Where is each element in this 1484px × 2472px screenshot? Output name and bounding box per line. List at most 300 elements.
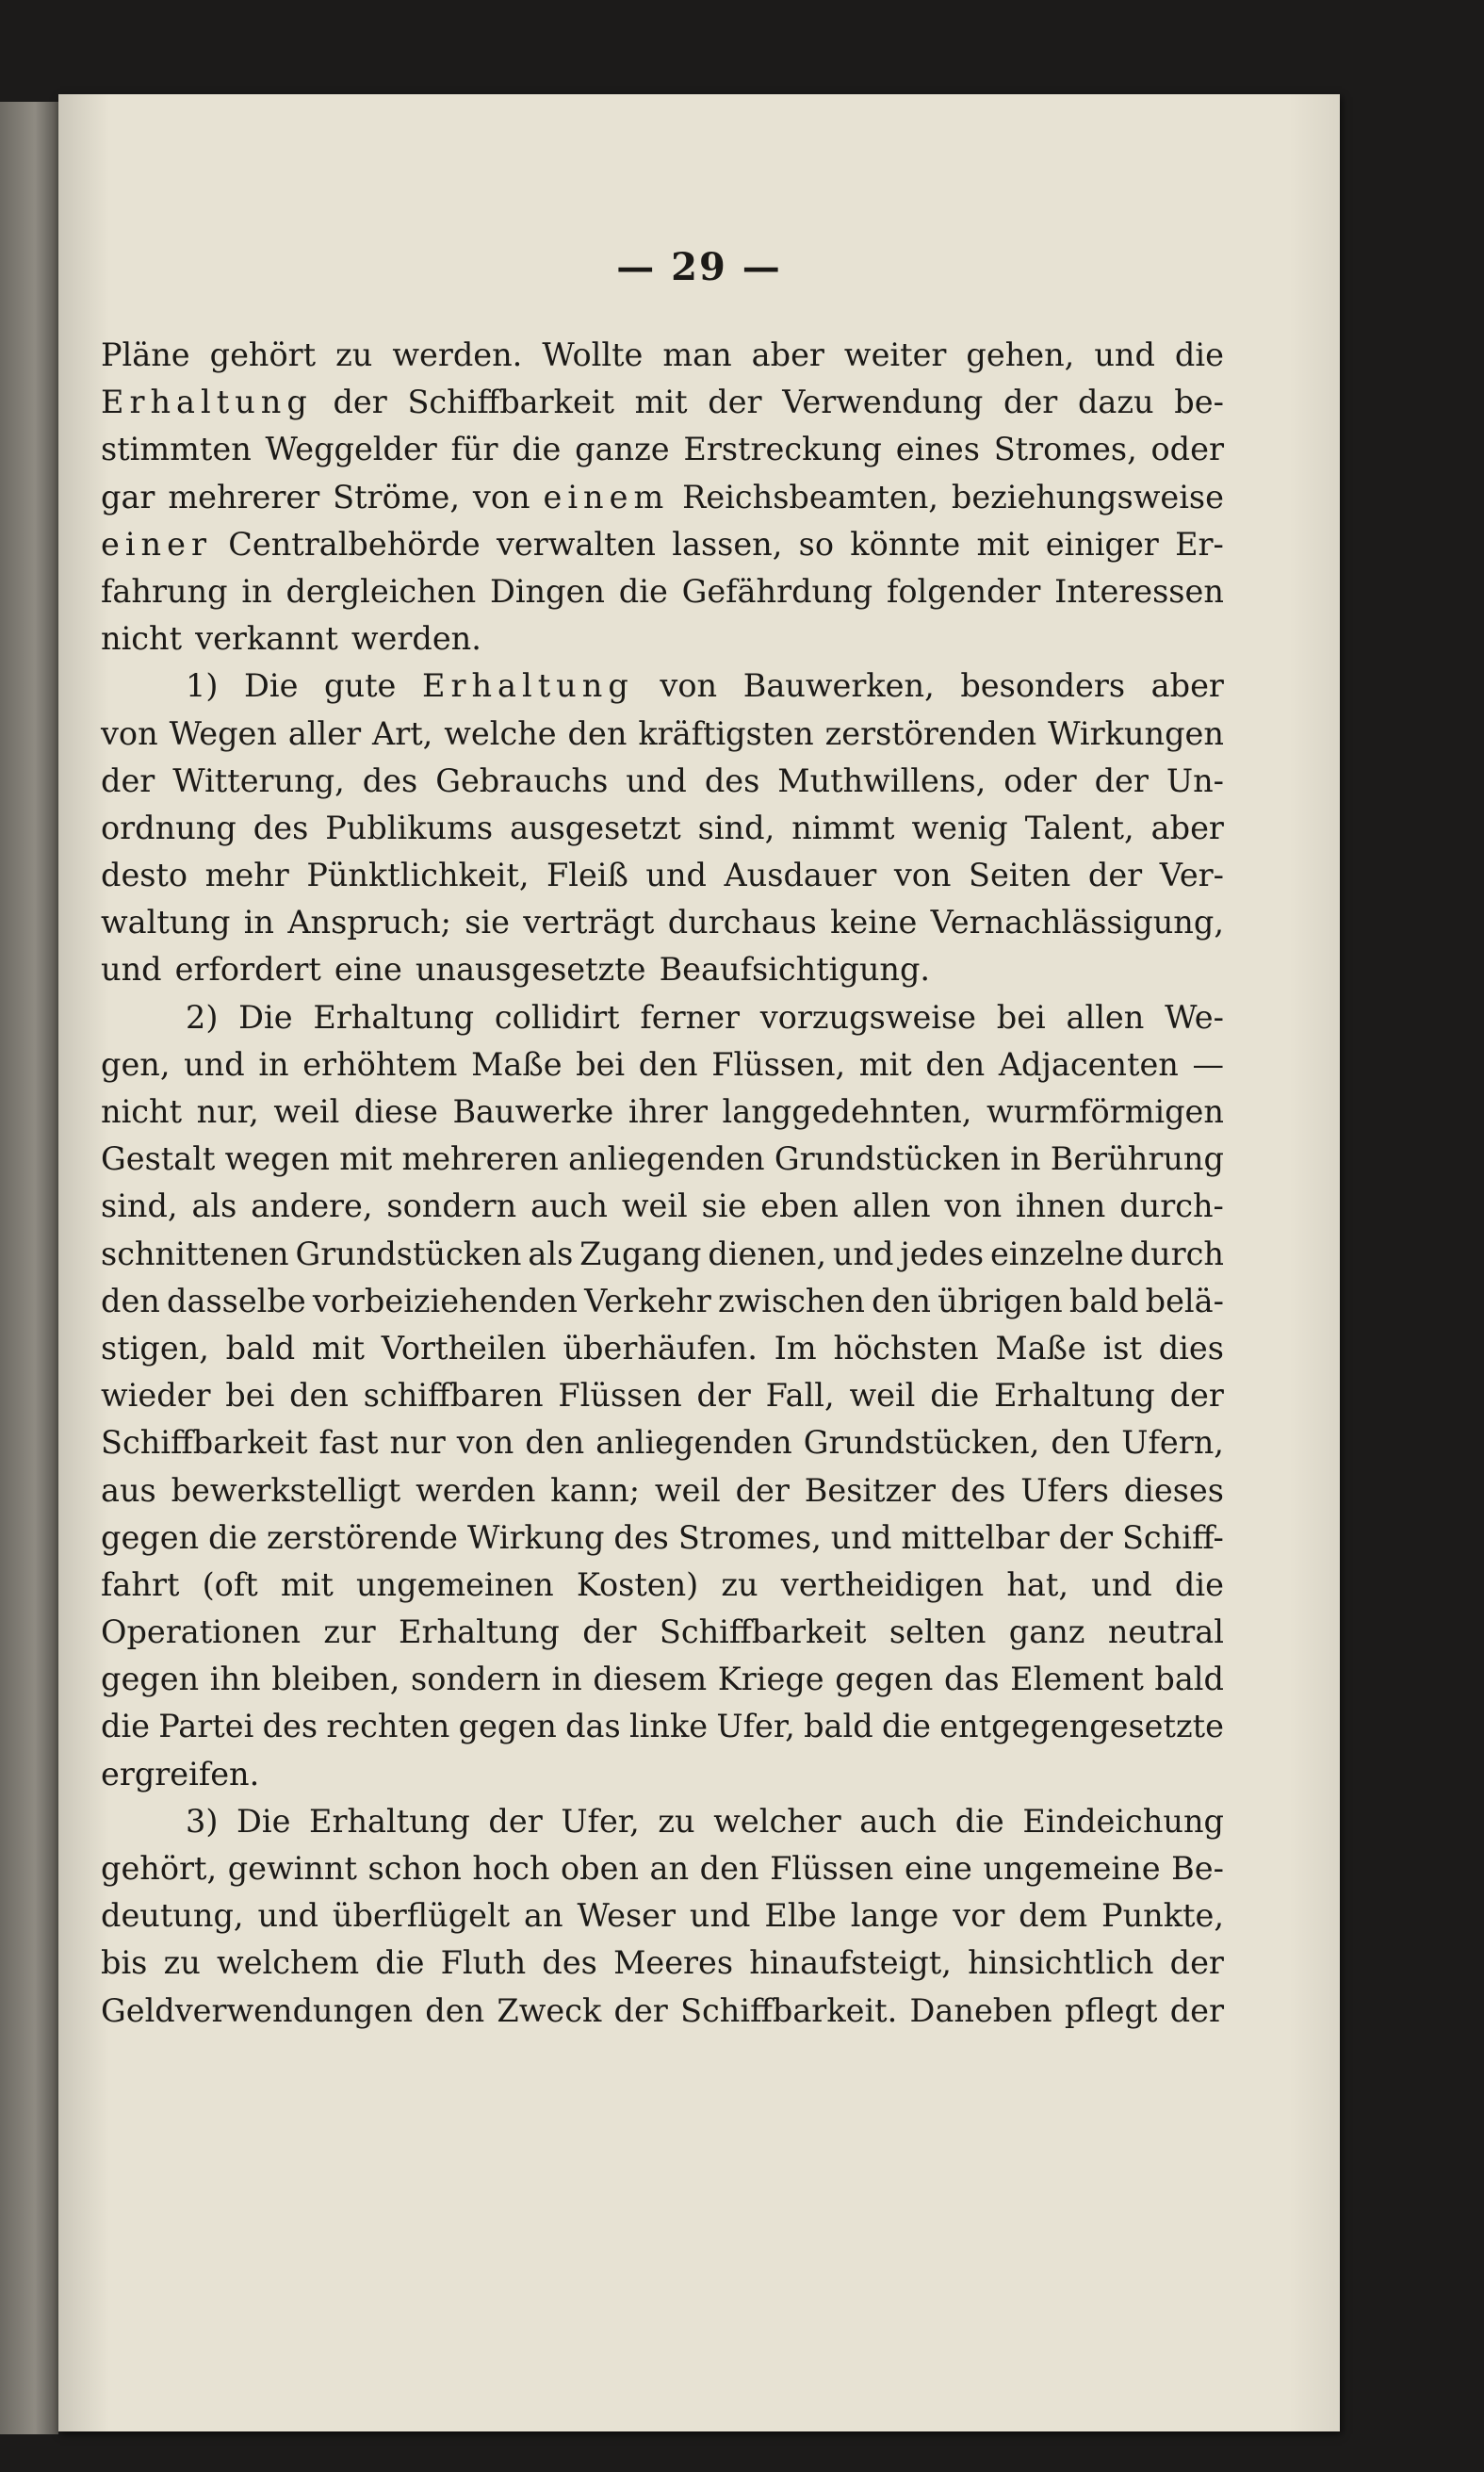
text-line — [101, 1562, 1224, 1609]
word: Wirkungen — [1048, 714, 1224, 752]
word: den — [872, 1282, 931, 1319]
word: Erhaltung — [309, 1802, 470, 1840]
word: lassen, — [672, 525, 783, 563]
word: der — [488, 1802, 543, 1840]
word: dazu — [1077, 384, 1154, 421]
text-line — [101, 899, 1224, 946]
word: einiger — [1045, 525, 1159, 563]
word: Witterung, — [172, 761, 345, 799]
word: welchem — [217, 1944, 360, 1982]
text-line — [101, 1609, 1224, 1656]
word: ausgesetzt — [510, 809, 681, 846]
text-line — [101, 1231, 1224, 1278]
word: Ströme, — [333, 478, 460, 516]
text-line — [101, 1514, 1224, 1562]
word: Wollte — [542, 336, 644, 373]
word: Wirkung — [466, 1518, 605, 1556]
word: wurmförmigen — [987, 1093, 1224, 1130]
word: Vortheilen — [381, 1329, 546, 1367]
word: waltung — [101, 904, 231, 941]
word: Zweck — [497, 1991, 602, 2029]
word: fahrung — [101, 572, 228, 610]
word: werden. — [392, 336, 523, 373]
word: wenig — [911, 809, 1008, 846]
word: schnittenen — [101, 1235, 289, 1272]
word: die — [1174, 1565, 1224, 1603]
word: kann; — [550, 1471, 640, 1509]
word: Erhaltung — [993, 1377, 1155, 1415]
word: Verkehr — [584, 1282, 711, 1319]
word: für — [450, 431, 498, 468]
word: Pünktlichkeit, — [306, 857, 530, 894]
word: Flüssen — [558, 1377, 682, 1415]
word: auch — [859, 1802, 938, 1840]
text-line — [101, 663, 1224, 710]
word: den — [638, 1045, 698, 1083]
word: Daneben — [909, 1991, 1052, 2029]
word: zu — [721, 1565, 758, 1603]
word: mit — [280, 1565, 334, 1603]
word: Eindeichung — [1022, 1802, 1224, 1840]
word: der — [1058, 1518, 1113, 1556]
word: langgedehnten, — [722, 1093, 972, 1130]
text-line — [101, 758, 1224, 805]
word: Maße — [471, 1045, 563, 1083]
word: Fleiß — [546, 857, 628, 894]
word: sie — [465, 904, 510, 941]
word: Besitzer — [804, 1471, 937, 1509]
word: einzelne — [989, 1235, 1124, 1272]
word: der — [1003, 384, 1058, 421]
word: Ufer, — [561, 1802, 640, 1840]
word: die — [101, 1708, 150, 1745]
word: zerstörende — [267, 1518, 459, 1556]
text-line — [101, 711, 1224, 758]
word: gar — [101, 478, 155, 516]
word: des — [704, 761, 760, 799]
word: stimmten — [101, 431, 252, 468]
word: Schiffbarkeit — [407, 384, 614, 421]
word: die — [375, 1944, 425, 1982]
word: Kosten) — [576, 1565, 699, 1603]
word: in — [241, 572, 272, 610]
word: Schiffbarkeit — [101, 1424, 308, 1462]
word: hat, — [1006, 1565, 1068, 1603]
word: hoch — [472, 1850, 550, 1887]
word: weiter — [843, 336, 947, 373]
word: sie — [701, 1187, 747, 1225]
word: der — [708, 384, 762, 421]
word: Elbe — [764, 1897, 837, 1935]
word: der — [1169, 1377, 1224, 1415]
word: Schiff- — [1121, 1518, 1224, 1556]
word: — — [1192, 1045, 1224, 1083]
text-line — [101, 568, 1224, 615]
word: selten — [889, 1613, 987, 1651]
word: Erhaltung — [399, 1613, 560, 1651]
word: Er- — [1175, 525, 1224, 563]
word: aber — [1150, 667, 1224, 705]
word: Die — [238, 998, 293, 1036]
text-line — [101, 474, 1224, 521]
word: ganze — [575, 431, 670, 468]
text-line — [101, 1798, 1224, 1845]
word: Punkte, — [1101, 1897, 1224, 1935]
text-line — [101, 1419, 1224, 1466]
word: Partei — [158, 1708, 254, 1745]
word: ungemeine — [983, 1850, 1161, 1887]
word: vorzugsweise — [759, 998, 976, 1036]
word: mehrerer — [168, 478, 320, 516]
word: mittelbar — [901, 1518, 1050, 1556]
word: Ausdauer — [724, 857, 877, 894]
word: den — [567, 714, 628, 752]
word: Flüssen, — [711, 1045, 846, 1083]
word: ihrer — [628, 1093, 708, 1130]
word: Art, — [372, 714, 433, 752]
word: diesem — [593, 1661, 708, 1698]
word: Zugang — [579, 1235, 702, 1272]
word: die — [618, 572, 668, 610]
word: Gefährdung — [681, 572, 873, 610]
word: Ufern, — [1121, 1424, 1224, 1462]
word: bei — [225, 1377, 275, 1415]
word: folgender — [886, 572, 1041, 610]
word: auch — [530, 1187, 608, 1225]
word: weil — [849, 1377, 916, 1415]
word: kräftigsten — [638, 714, 814, 752]
word: Kriege — [717, 1661, 824, 1698]
word: Element — [1010, 1661, 1144, 1698]
text-line — [101, 426, 1224, 473]
text-line — [101, 1183, 1224, 1230]
word: beziehungsweise — [951, 478, 1224, 516]
word: weil — [273, 1093, 340, 1130]
text-line — [101, 1041, 1224, 1089]
body-text — [101, 332, 1224, 2035]
word: aber — [751, 336, 824, 373]
word: der — [1169, 1944, 1224, 1982]
word: eines — [895, 431, 980, 468]
word: des — [253, 809, 309, 846]
word: sondern — [411, 1661, 541, 1698]
word: Stromes, — [677, 1518, 822, 1556]
word: werden. — [351, 620, 481, 658]
word: Weser — [577, 1897, 677, 1935]
word: und — [832, 1235, 894, 1272]
word: in — [1010, 1140, 1041, 1178]
word: durch- — [1119, 1187, 1224, 1225]
word: sondern — [386, 1187, 517, 1225]
word: linke — [628, 1708, 709, 1745]
word: ist — [1102, 1329, 1142, 1367]
word: überhäufen. — [563, 1329, 758, 1367]
word: We- — [1165, 998, 1224, 1036]
word: gehört, — [101, 1850, 218, 1887]
word: welcher — [713, 1802, 841, 1840]
word: nimmt — [791, 809, 895, 846]
word: in — [258, 1045, 289, 1083]
word: gehört — [209, 336, 317, 373]
word: aus — [101, 1471, 156, 1509]
word: von — [893, 857, 952, 894]
word: in — [243, 904, 275, 941]
word: rechten — [326, 1708, 450, 1745]
word: eine — [334, 951, 402, 989]
word: dienen, — [708, 1235, 826, 1272]
word: mit — [858, 1045, 912, 1083]
word: oben — [560, 1850, 639, 1887]
word: Fluth — [440, 1944, 527, 1982]
word: das — [565, 1708, 621, 1745]
word: Adjacenten — [998, 1045, 1179, 1083]
word: gute — [324, 667, 397, 705]
word: Ver- — [1159, 857, 1224, 894]
word: ferner — [640, 998, 741, 1036]
word: von — [456, 1424, 514, 1462]
text-line — [101, 1703, 1224, 1750]
word: mehreren — [401, 1140, 559, 1178]
word: 2) — [186, 998, 219, 1036]
word: zu — [658, 1802, 695, 1840]
word: durchaus — [667, 904, 817, 941]
word: so — [798, 525, 835, 563]
word: bewerkstelligt — [171, 1471, 401, 1509]
word: fahrt — [101, 1565, 180, 1603]
word: mit — [634, 384, 688, 421]
word: die — [512, 431, 562, 468]
word: den — [925, 1045, 986, 1083]
word: Anspruch; — [287, 904, 451, 941]
word: Grundstücken — [295, 1235, 522, 1272]
word: die — [954, 1802, 1004, 1840]
word: des — [613, 1518, 669, 1556]
word: ergreifen. — [101, 1755, 260, 1793]
word: und — [257, 1897, 319, 1935]
word: aller — [287, 714, 362, 752]
text-line — [101, 1940, 1224, 1987]
word: Grundstücken — [774, 1140, 1001, 1178]
word: jedes — [900, 1235, 985, 1272]
word: andere, — [251, 1187, 373, 1225]
word: entgegengesetzte — [939, 1708, 1224, 1745]
word: gegen — [458, 1708, 557, 1745]
word: schon — [367, 1850, 462, 1887]
word: unausgesetzte — [415, 951, 646, 989]
word: Be- — [1171, 1850, 1224, 1887]
word: der — [582, 1613, 637, 1651]
word: gen, — [101, 1045, 171, 1083]
word: der — [1169, 1991, 1224, 2029]
word: ganz — [1008, 1613, 1085, 1651]
word: wegen — [224, 1140, 330, 1178]
word: Muthwillens, — [777, 761, 987, 799]
word: wieder — [101, 1377, 211, 1415]
page-number: — 29 — — [616, 245, 782, 289]
word: ihnen — [1016, 1187, 1106, 1225]
word: die — [1174, 336, 1224, 373]
word: Bauwerke — [452, 1093, 614, 1130]
book-page — [58, 94, 1340, 2431]
word: Operationen — [101, 1613, 302, 1651]
word: bald — [1154, 1661, 1224, 1698]
word: weil — [654, 1471, 721, 1509]
word: Gebrauchs — [435, 761, 609, 799]
word: Erstreckung — [683, 431, 882, 468]
word: neutral — [1107, 1613, 1224, 1651]
word: dies — [1158, 1329, 1224, 1367]
word: mit — [311, 1329, 365, 1367]
word: Centralbehörde — [228, 525, 481, 563]
word: diese — [353, 1093, 438, 1130]
word: hinaufsteigt, — [749, 1944, 952, 1982]
word: vertheidigen — [780, 1565, 985, 1603]
word: könnte — [850, 525, 961, 563]
word: bald — [1068, 1282, 1139, 1319]
word: erhöhtem — [302, 1045, 458, 1083]
word: allen — [1066, 998, 1145, 1036]
word: Flüssen — [770, 1850, 894, 1887]
word: Erhaltung — [313, 998, 475, 1036]
word: aber — [1150, 809, 1224, 846]
text-line — [101, 615, 1224, 663]
word: ungemeinen — [355, 1565, 554, 1603]
word: der — [696, 1377, 751, 1415]
word: und — [101, 951, 162, 989]
word: das — [943, 1661, 1000, 1698]
text-line — [101, 1136, 1224, 1183]
word: und — [184, 1045, 245, 1083]
word: die — [881, 1708, 931, 1745]
word: Seiten — [969, 857, 1071, 894]
word: bleiben, — [271, 1661, 400, 1698]
word: zu — [163, 1944, 201, 1982]
word: sind, — [101, 1187, 178, 1225]
word: nur, — [196, 1093, 259, 1130]
word: der — [735, 1471, 790, 1509]
word: Wegen — [169, 714, 277, 752]
word: der — [1087, 857, 1143, 894]
word: der — [101, 761, 155, 799]
word: von — [660, 667, 718, 705]
word: weil — [621, 1187, 688, 1225]
word: zwischen — [717, 1282, 865, 1319]
word: Grundstücken, — [803, 1424, 1040, 1462]
word: dasselbe — [167, 1282, 306, 1319]
word: bis — [101, 1944, 148, 1982]
word: anliegenden — [595, 1424, 792, 1462]
word: bei — [576, 1045, 626, 1083]
text-line — [101, 1089, 1224, 1136]
word: Maße — [995, 1329, 1086, 1367]
word: ordnung — [101, 809, 236, 846]
word: deutung, — [101, 1897, 244, 1935]
word: Talent, — [1024, 809, 1134, 846]
word: einem — [543, 478, 670, 516]
word: den — [101, 1282, 160, 1319]
word: übrigen — [938, 1282, 1063, 1319]
word: vorbeiziehenden — [312, 1282, 578, 1319]
word: durch — [1130, 1235, 1224, 1272]
word: zerstörenden — [824, 714, 1037, 752]
word: überflügelt — [332, 1897, 511, 1935]
word: Publikums — [325, 809, 494, 846]
word: des — [362, 761, 418, 799]
word: stigen, — [101, 1329, 209, 1367]
word: dergleichen — [285, 572, 477, 610]
word: eine — [904, 1850, 972, 1887]
word: verträgt — [523, 904, 655, 941]
word: ihn — [209, 1661, 261, 1698]
word: anliegenden — [568, 1140, 765, 1178]
word: man — [662, 336, 732, 373]
word: verkannt — [195, 620, 338, 658]
word: verwalten — [497, 525, 656, 563]
word: werden — [416, 1471, 536, 1509]
word: gegen — [101, 1518, 200, 1556]
text-line — [101, 1325, 1224, 1372]
word: Erhaltung — [101, 384, 313, 421]
word: sind, — [697, 809, 775, 846]
word: gehen, — [966, 336, 1075, 373]
word: den — [289, 1377, 349, 1415]
word: und — [1091, 1565, 1152, 1603]
word: und — [689, 1897, 751, 1935]
word: an — [524, 1897, 563, 1935]
word: zur — [323, 1613, 376, 1651]
word: einer — [101, 525, 212, 563]
word: Erhaltung — [421, 667, 634, 705]
text-line — [101, 805, 1224, 852]
word: eben — [760, 1187, 839, 1225]
word: der — [333, 384, 387, 421]
word: desto — [101, 857, 188, 894]
word: mehr — [204, 857, 289, 894]
word: Ufers — [1020, 1471, 1109, 1509]
word: Die — [236, 1802, 291, 1840]
word: in — [551, 1661, 582, 1698]
word: Im — [774, 1329, 817, 1367]
word: mit — [976, 525, 1030, 563]
word: gewinnt — [227, 1850, 357, 1887]
word: nicht — [101, 1093, 183, 1130]
word: der — [1094, 761, 1149, 799]
word: (oft — [202, 1565, 258, 1603]
text-line — [101, 1892, 1224, 1940]
text-line — [101, 1372, 1224, 1419]
word: Meeres — [613, 1944, 734, 1982]
text-line — [101, 1751, 1224, 1798]
word: Pläne — [101, 336, 190, 373]
word: von — [101, 714, 158, 752]
word: Ufer, — [716, 1708, 795, 1745]
word: pflegt — [1064, 1991, 1158, 2029]
word: den — [425, 1991, 485, 2029]
word: gegen — [835, 1661, 934, 1698]
word: Stromes, — [993, 431, 1137, 468]
word: Gestalt — [101, 1140, 216, 1178]
word: Vernachlässigung, — [930, 904, 1224, 941]
word: zu — [335, 336, 373, 373]
word: nur — [389, 1424, 446, 1462]
word: Schiffbarkeit. — [680, 1991, 898, 2029]
word: dieses — [1123, 1471, 1224, 1509]
word: als — [528, 1235, 574, 1272]
word: an — [649, 1850, 690, 1887]
text-line — [101, 1656, 1224, 1703]
word: dem — [1019, 1897, 1088, 1935]
word: Bauwerken, — [742, 667, 935, 705]
